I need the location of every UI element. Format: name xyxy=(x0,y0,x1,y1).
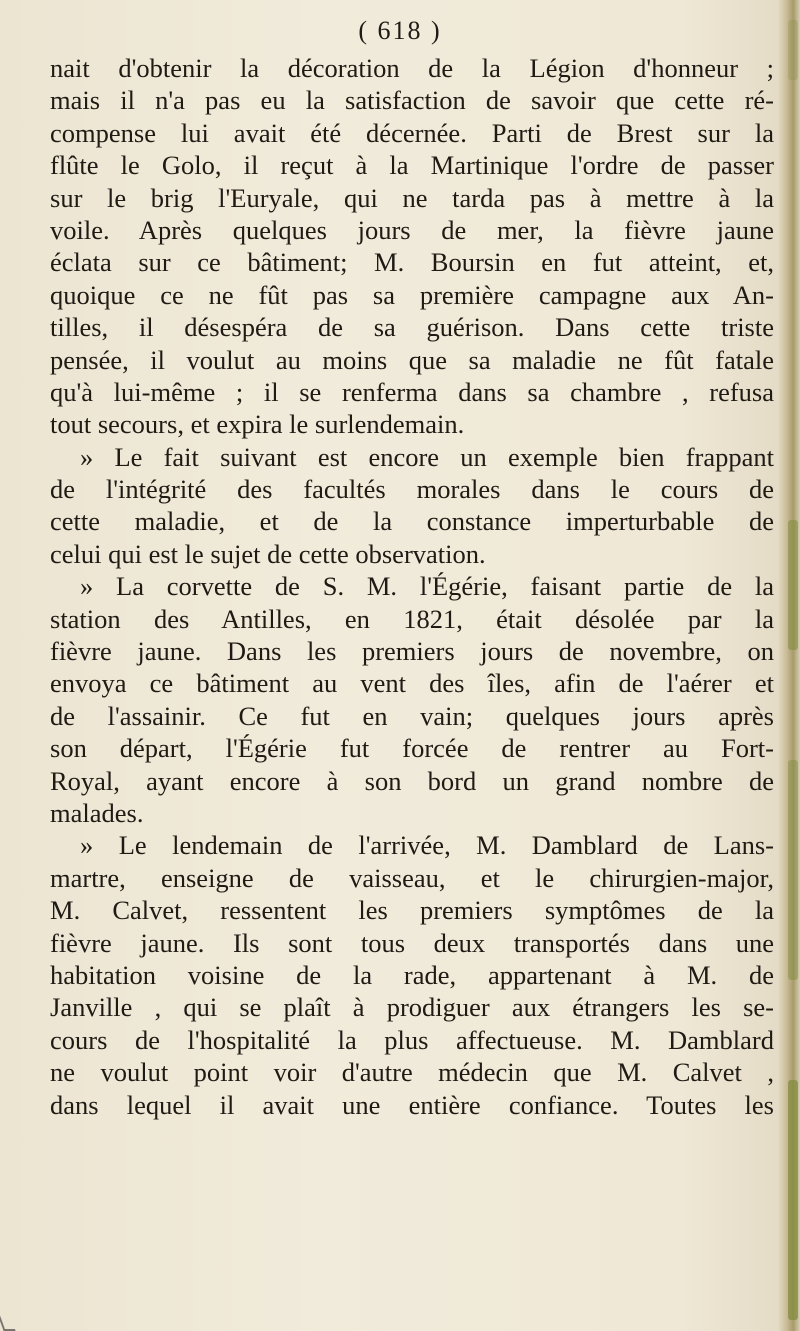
edge-stain xyxy=(788,520,798,650)
text-line: flûte le Golo, il reçut à la Martinique l'ordre de passer xyxy=(50,150,774,181)
edge-stain xyxy=(788,760,798,980)
text-line: envoya ce bâtiment au vent des îles, afin de l'aérer et xyxy=(50,668,774,699)
text-line: dans lequel il avait une entière confiance. Toutes les xyxy=(50,1089,774,1120)
text-line: fièvre jaune. Dans les premiers jours de novembre, on xyxy=(50,636,774,667)
text-line: » Le lendemain de l'arrivée, M. Damblard de Lans- xyxy=(80,830,774,861)
text-line: pensée, il voulut au moins que sa maladie ne fût fatale xyxy=(50,344,774,375)
text-line: » Le fait suivant est encore un exemple bien frappant xyxy=(80,441,774,472)
text-line: éclata sur ce bâtiment; M. Boursin en fut atteint, et, xyxy=(50,247,774,278)
edge-stain xyxy=(788,1080,798,1320)
text-line: mais il n'a pas eu la satisfaction de savoir que cette ré- xyxy=(50,85,774,116)
text-line: tout secours, et expira le surlendemain. xyxy=(50,409,465,440)
text-line: ne voulut point voir d'autre médecin que M. Calvet , xyxy=(50,1057,774,1088)
text-line: de l'assainir. Ce fut en vain; quelques jours après xyxy=(50,700,774,731)
text-line: qu'à lui-même ; il se renferma dans sa chambre , refusa xyxy=(50,376,774,407)
text-line: M. Calvet, ressentent les premiers symptômes de la xyxy=(50,895,774,926)
text-line: habitation voisine de la rade, appartenant à M. de xyxy=(50,959,774,990)
text-line: voile. Après quelques jours de mer, la fièvre jaune xyxy=(50,214,774,245)
text-line: station des Antilles, en 1821, était désolée par la xyxy=(50,603,774,634)
page-edge xyxy=(778,0,800,1331)
text-line: cette maladie, et de la constance imperturbable de xyxy=(50,506,774,537)
text-line: nait d'obtenir la décoration de la Légion d'honneur ; xyxy=(50,53,774,83)
text-line: son départ, l'Égérie fut forcée de rentrer au Fort- xyxy=(50,733,774,764)
text-line: tilles, il désespéra de sa guérison. Dans cette triste xyxy=(50,312,774,343)
text-line: sur le brig l'Euryale, qui ne tarda pas à mettre à la xyxy=(50,182,774,213)
text-line: » La corvette de S. M. l'Égérie, faisant partie de la xyxy=(80,571,774,602)
text-line: malades. xyxy=(50,797,144,828)
text-line: compense lui avait été décernée. Parti de Brest sur la xyxy=(50,117,774,148)
text-line: martre, enseigne de vaisseau, et le chirurgien-major, xyxy=(50,862,774,893)
text-line: de l'intégrité des facultés morales dans le cours de xyxy=(50,474,774,505)
text-line: Janville , qui se plaît à prodiguer aux étrangers les se- xyxy=(50,992,774,1023)
text-line: celui qui est le sujet de cette observation. xyxy=(50,538,486,569)
page-number: ( 618 ) xyxy=(358,16,442,45)
body-text xyxy=(50,52,774,1121)
text-line: quoique ce ne fût pas sa première campagne aux An- xyxy=(50,279,774,310)
text-line: cours de l'hospitalité la plus affectueuse. M. Damblard xyxy=(50,1024,774,1055)
corner-mark xyxy=(0,1311,16,1331)
text-line: fièvre jaune. Ils sont tous deux transportés dans une xyxy=(50,927,774,958)
text-line: Royal, ayant encore à son bord un grand nombre de xyxy=(50,765,774,796)
